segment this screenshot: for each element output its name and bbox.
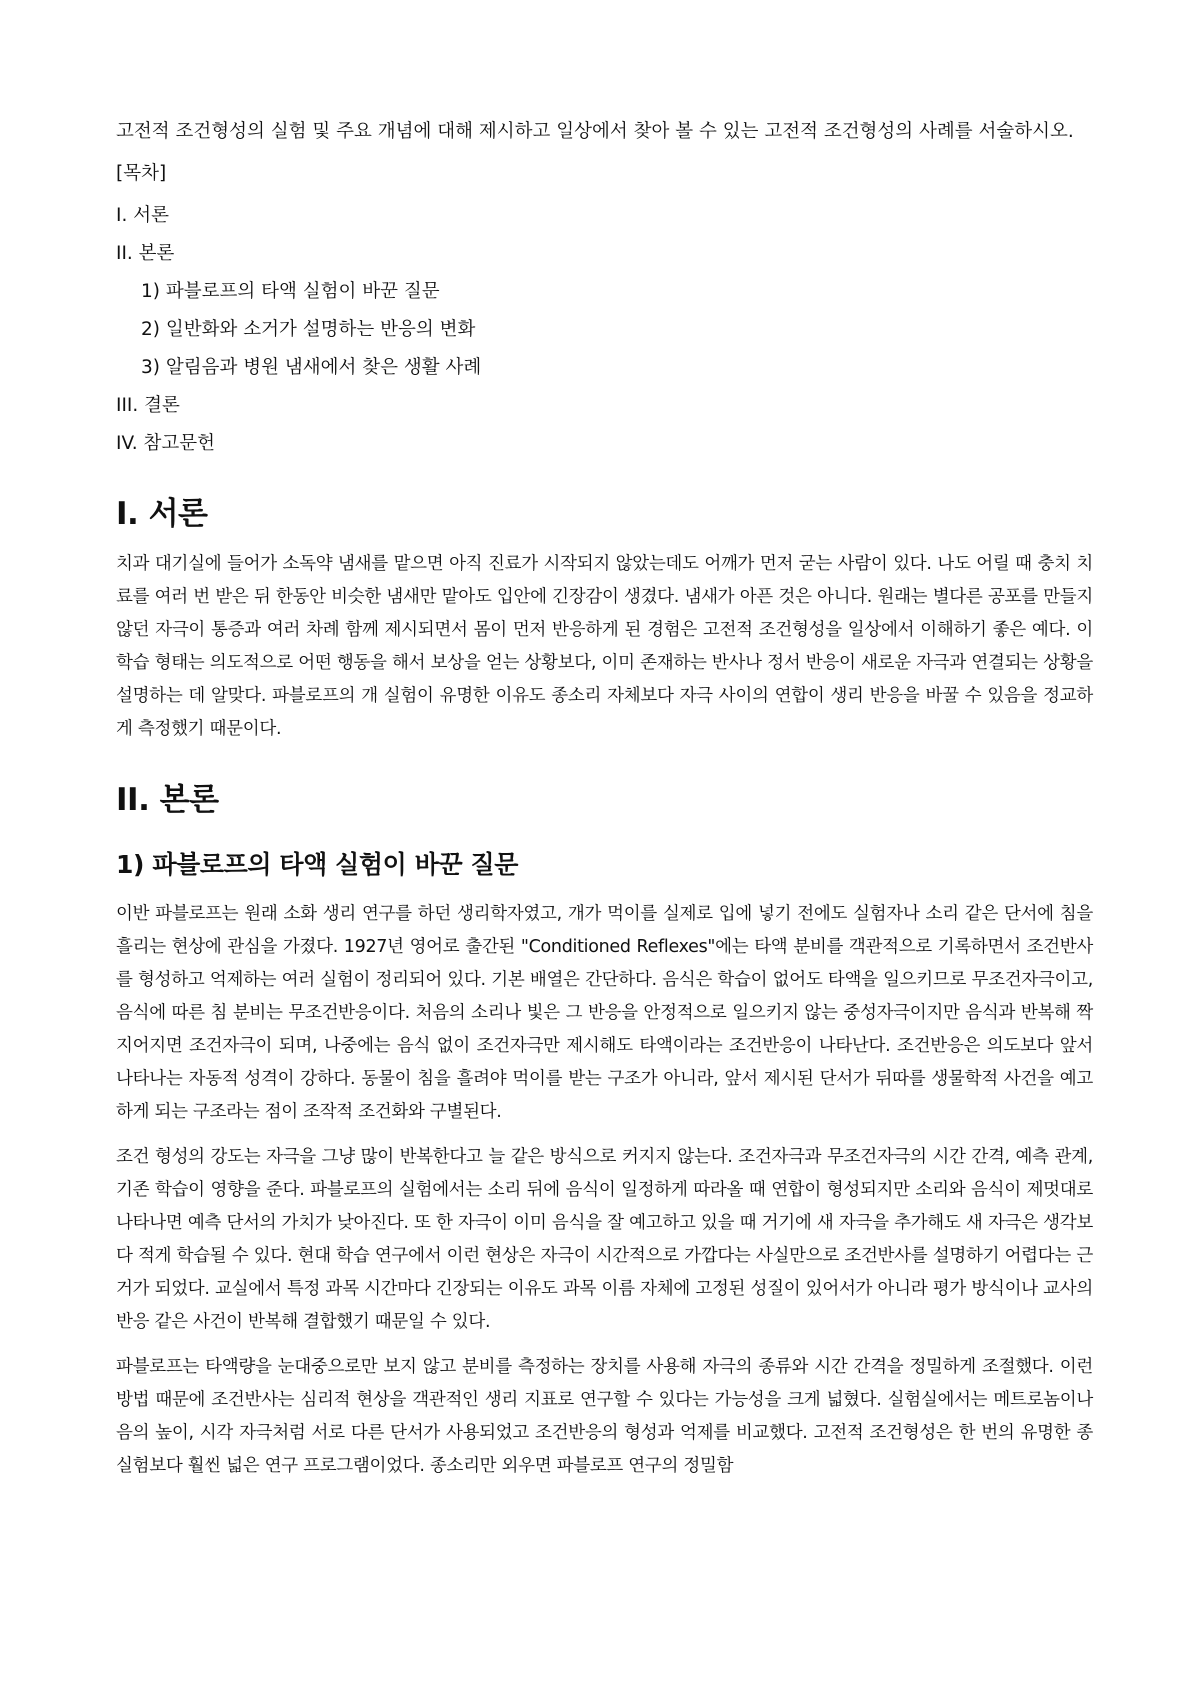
toc-item-body-3: 3) 알림음과 병원 냄새에서 찾은 생활 사례 xyxy=(141,357,482,378)
section-1-heading: 1) 파블로프의 타액 실험이 바꾼 질문 xyxy=(116,850,519,879)
toc-title: [목차] xyxy=(116,163,167,184)
toc-item-body-2: 2) 일반화와 소거가 설명하는 반응의 변화 xyxy=(141,319,476,340)
body-heading: II. 본론 xyxy=(116,782,219,818)
toc-item-intro: I. 서론 xyxy=(116,205,169,226)
intro-heading: I. 서론 xyxy=(116,496,208,532)
section-1-paragraph-1: 이반 파블로프는 원래 소화 생리 연구를 하던 생리학자였고, 개가 먹이를 실제로 입에 넣기 전에도 실험자나 소리 같은 단서에 침을 흘리는 현상에 관심을 가졌다. 1927년 영어로 출간된 "Conditioned Reflexes"에는 타액 분비를 객관적으로 기록하면서 조건반사를 형성하고 억제하는 여러 실험이 정리되어 있다. 기본 배열은 간단하다. 음식은 학습이 없어도 타액을 일으키므로 무조건자극이고, 음식에 따른 침 분비는 무조건반응이다. 처음의 소리나 빛은 그 반응을 안정적으로 일으키지 않는 중성자극이지만 음식과 반복해 짝지어지면 조건자극이 되며, 나중에는 음식 없이 조건자극만 제시해도 타액이라는 조건반응이 나타난다. 조건반응은 의도보다 앞서 나타나는 자동적 성격이 강하다. 동물이 침을 흘려야 먹이를 받는 구조가 아니라, 앞서 제시된 단서가 뒤따를 생물학적 사건을 예고하게 되는 구조라는 점이 조작적 조건화와 구별된다. xyxy=(116,904,1093,1122)
intro-paragraph: 치과 대기실에 들어가 소독약 냄새를 맡으면 아직 진료가 시작되지 않았는데도 어깨가 먼저 굳는 사람이 있다. 나도 어릴 때 충치 치료를 여러 번 받은 뒤 한동안 비슷한 냄새만 맡아도 입안에 긴장감이 생겼다. 냄새가 아픈 것은 아니다. 원래는 별다른 공포를 만들지 않던 자극이 통증과 여러 차례 함께 제시되면서 몸이 먼저 반응하게 된 경험은 고전적 조건형성을 일상에서 이해하기 좋은 예다. 이 학습 형태는 의도적으로 어떤 행동을 해서 보상을 얻는 상황보다, 이미 존재하는 반사나 정서 반응이 새로운 자극과 연결되는 상황을 설명하는 데 알맞다. 파블로프의 개 실험이 유명한 이유도 종소리 자체보다 자극 사이의 연합이 생리 반응을 바꿀 수 있음을 정교하게 측정했기 때문이다. xyxy=(116,554,1093,739)
assignment-question: 고전적 조건형성의 실험 및 주요 개념에 대해 제시하고 일상에서 찾아 볼 수 있는 고전적 조건형성의 사례를 서술하시오. xyxy=(116,121,1074,142)
toc-item-references: IV. 참고문헌 xyxy=(116,433,215,454)
section-1-paragraph-2: 조건 형성의 강도는 자극을 그냥 많이 반복한다고 늘 같은 방식으로 커지지 않는다. 조건자극과 무조건자극의 시간 간격, 예측 관계, 기존 학습이 영향을 준다. 파블로프의 실험에서는 소리 뒤에 음식이 일정하게 따라올 때 연합이 형성되지만 소리와 음식이 제멋대로 나타나면 예측 단서의 가치가 낮아진다. 또 한 자극이 이미 음식을 잘 예고하고 있을 때 거기에 새 자극을 추가해도 새 자극은 생각보다 적게 학습될 수 있다. 현대 학습 연구에서 이런 현상은 자극이 시간적으로 가깝다는 사실만으로 조건반사를 설명하기 어렵다는 근거가 되었다. 교실에서 특정 과목 시간마다 긴장되는 이유도 과목 이름 자체에 고정된 성질이 있어서가 아니라 평가 방식이나 교사의 반응 같은 사건이 반복해 결합했기 때문일 수 있다. xyxy=(116,1147,1093,1332)
table-of-contents xyxy=(116,160,1093,458)
toc-item-body: II. 본론 xyxy=(116,243,175,264)
section-1-paragraph-3: 파블로프는 타액량을 눈대중으로만 보지 않고 분비를 측정하는 장치를 사용해 자극의 종류와 시간 간격을 정밀하게 조절했다. 이런 방법 때문에 조건반사는 심리적 현상을 객관적인 생리 지표로 연구할 수 있다는 가능성을 크게 넓혔다. 실험실에서는 메트로놈이나 음의 높이, 시각 자극처럼 서로 다른 단서가 사용되었고 조건반응의 형성과 억제를 비교했다. 고전적 조건형성은 한 번의 유명한 종 실험보다 훨씬 넓은 연구 프로그램이었다. 종소리만 외우면 파블로프 연구의 정밀함 xyxy=(116,1357,1093,1476)
toc-item-conclusion: III. 결론 xyxy=(116,395,180,416)
toc-item-body-1: 1) 파블로프의 타액 실험이 바꾼 질문 xyxy=(141,281,440,302)
